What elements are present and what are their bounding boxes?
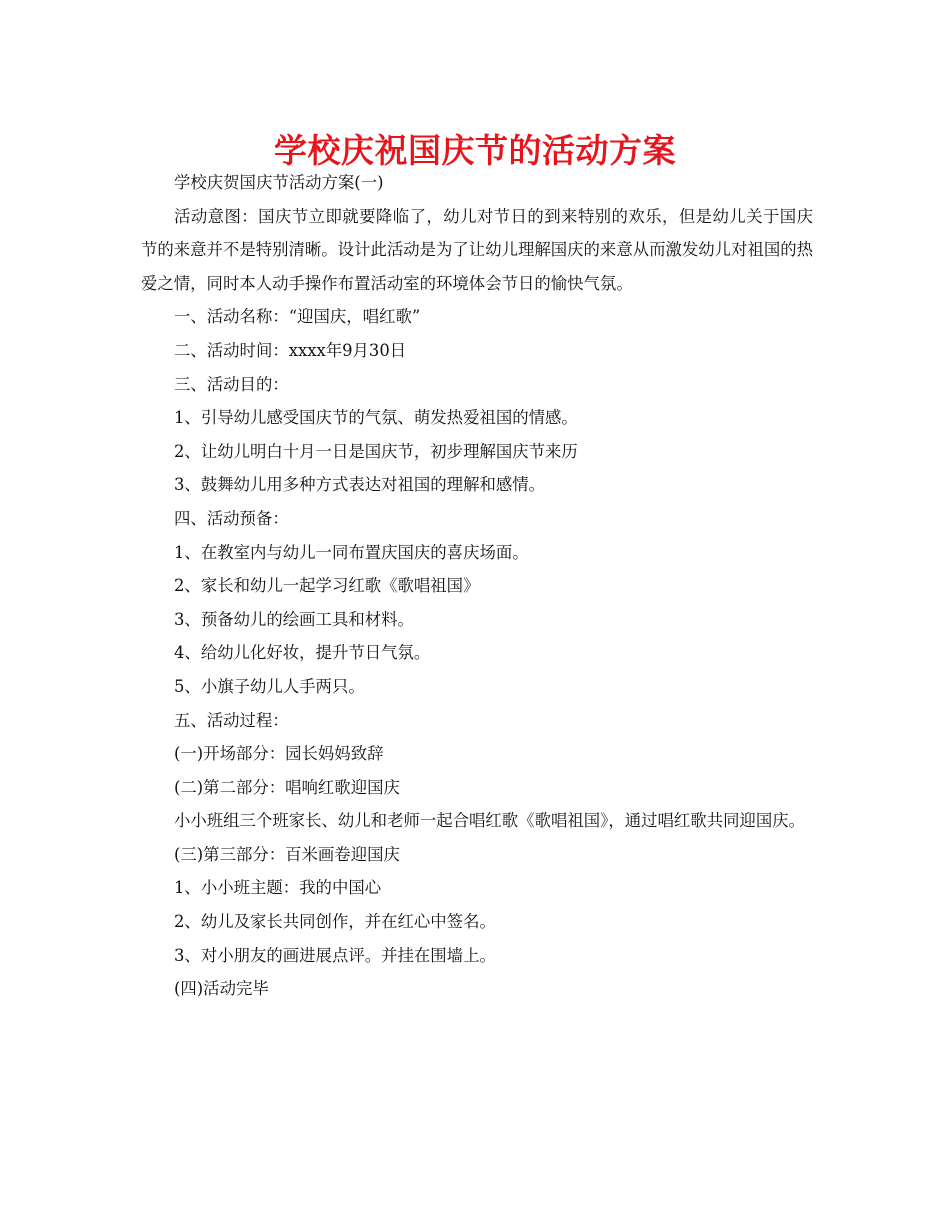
paragraph: (四)活动完毕 xyxy=(174,979,269,999)
paragraph: 2、让幼儿明白十月一日是国庆节，初步理解国庆节来历 xyxy=(174,441,578,461)
paragraph: 四、活动预备： xyxy=(174,508,289,528)
paragraph: 1、引导幼儿感受国庆节的气氛、萌发热爱祖国的情感。 xyxy=(174,408,578,428)
paragraph: (二)第二部分：唱响红歌迎国庆 xyxy=(174,777,400,797)
paragraph: 5、小旗子幼儿人手两只。 xyxy=(174,676,365,696)
paragraph: 一、活动名称：“迎国庆，唱红歌” xyxy=(174,307,421,327)
document-title: 学校庆祝国庆节的活动方案 xyxy=(274,131,676,170)
paragraph: 2、幼儿及家长共同创作，并在红心中签名。 xyxy=(174,912,496,932)
paragraph: 三、活动目的： xyxy=(174,374,289,394)
paragraph: 2、家长和幼儿一起学习红歌《歌唱祖国》 xyxy=(174,576,480,596)
paragraph: 1、小小班主题：我的中国心 xyxy=(174,878,382,898)
paragraph: 小小班组三个班家长、幼儿和老师一起合唱红歌《歌唱祖国》，通过唱红歌共同迎国庆。 xyxy=(174,811,806,831)
paragraph: 学校庆贺国庆节活动方案(一) xyxy=(174,173,384,192)
paragraph: 3、对小朋友的画进展点评。并挂在围墙上。 xyxy=(174,945,496,965)
paragraph: 活动意图：国庆节立即就要降临了，幼儿对节日的到来特别的欢乐，但是幼儿关于国庆节的来意并不是特别清晰。设计此活动是为了让幼儿理解国庆的来意从而激发幼儿对祖国的热爱之情，同时本人动手操作布置活动室的环境体会节日的愉快气氛。 xyxy=(141,206,814,293)
paragraph: 1、在教室内与幼儿一同布置庆国庆的喜庆场面。 xyxy=(174,542,529,562)
paragraph: 4、给幼儿化好妆，提升节日气氛。 xyxy=(174,643,431,663)
paragraph: (一)开场部分：园长妈妈致辞 xyxy=(174,744,384,764)
paragraph: 3、预备幼儿的绘画工具和材料。 xyxy=(174,609,414,629)
paragraph: (三)第三部分：百米画卷迎国庆 xyxy=(174,844,400,864)
paragraph: 3、鼓舞幼儿用多种方式表达对祖国的理解和感情。 xyxy=(174,475,546,495)
paragraph: 五、活动过程： xyxy=(174,710,289,730)
document-body xyxy=(141,166,813,1006)
paragraph: 二、活动时间：xxxx年9月30日 xyxy=(174,340,407,360)
